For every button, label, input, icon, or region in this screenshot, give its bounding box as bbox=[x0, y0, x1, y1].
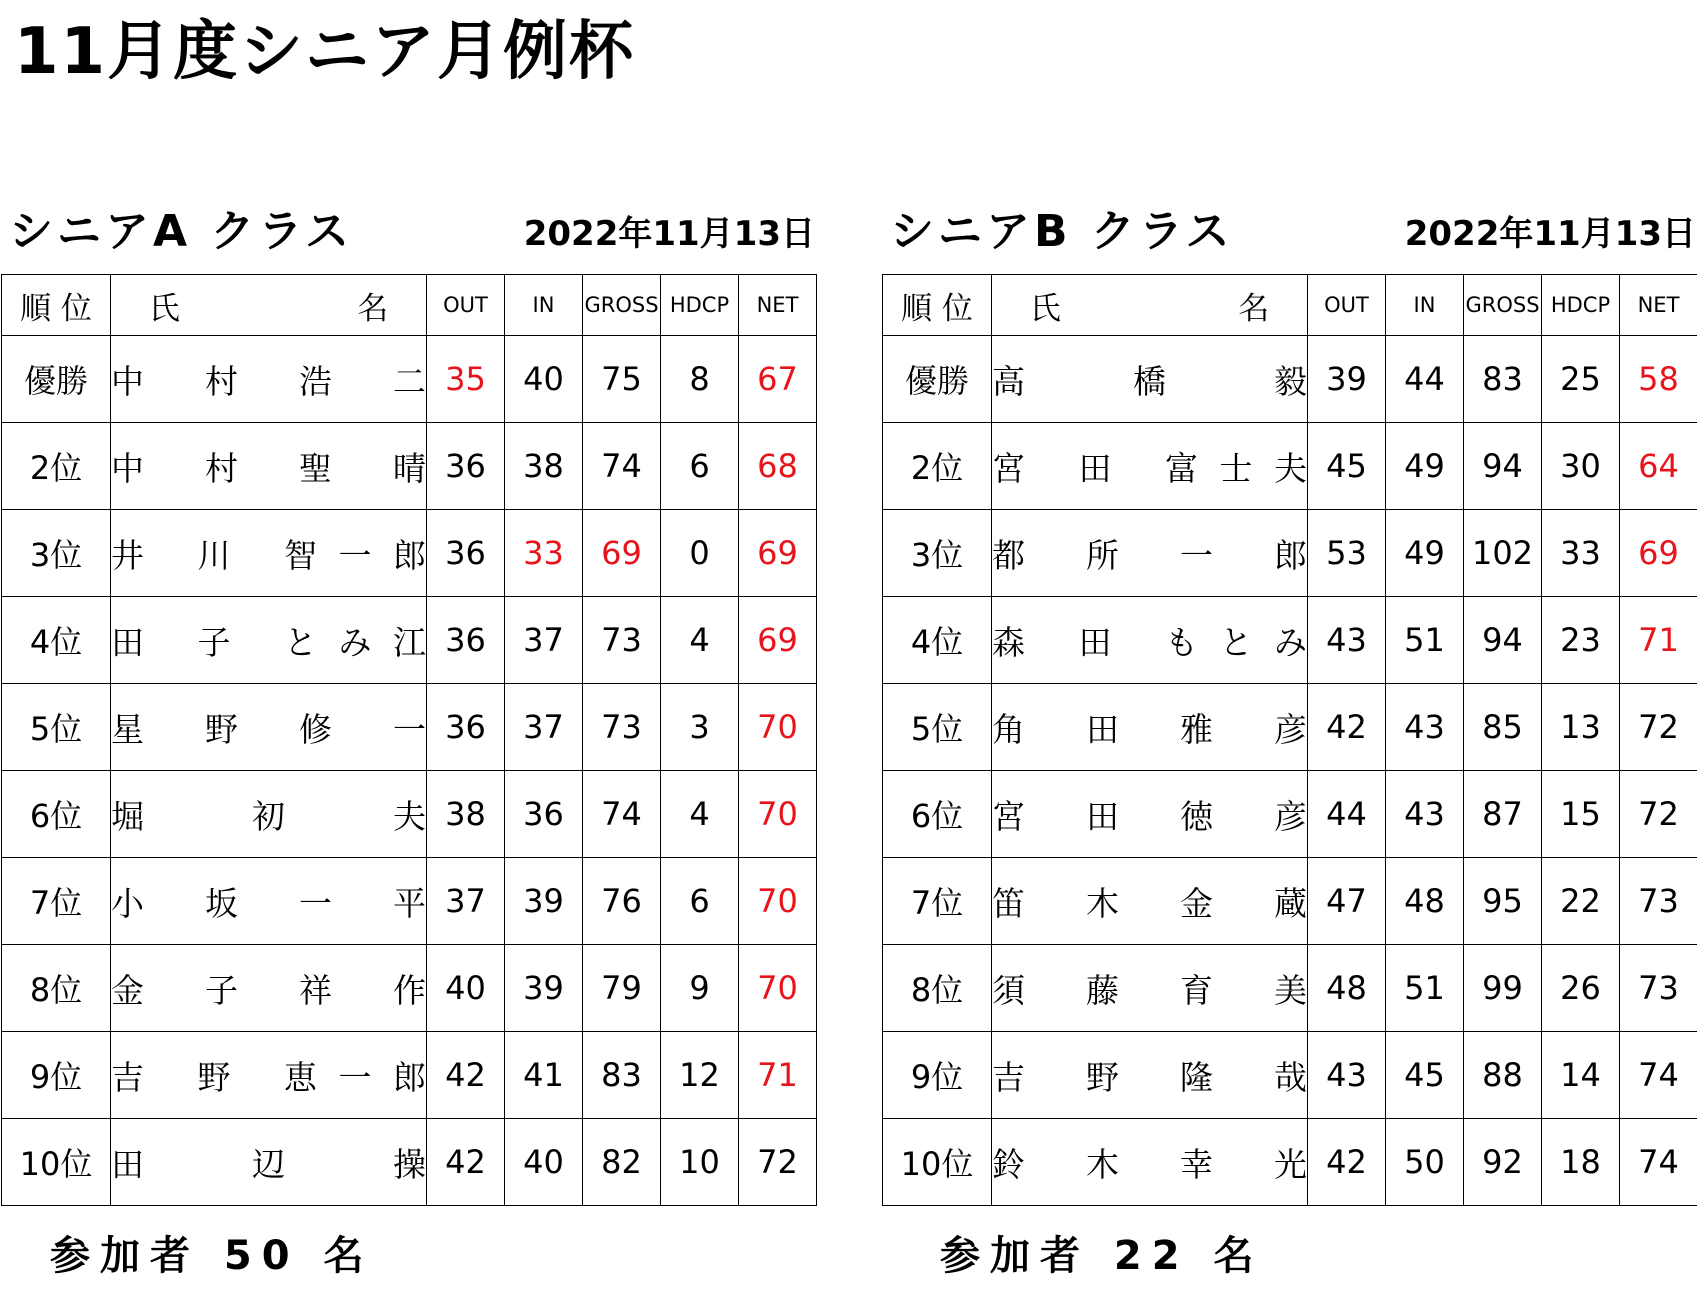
player-name: 金 子 祥 作 bbox=[111, 970, 426, 1010]
hdcp-cell: 8 bbox=[661, 336, 739, 423]
table-row bbox=[883, 771, 1697, 858]
header-name bbox=[111, 275, 427, 336]
hdcp-cell: 0 bbox=[661, 510, 739, 597]
in-cell: 51 bbox=[1386, 597, 1464, 684]
hdcp-cell: 15 bbox=[1542, 771, 1620, 858]
net-cell: 74 bbox=[1620, 1032, 1697, 1119]
out-cell: 38 bbox=[427, 771, 505, 858]
net-cell: 72 bbox=[1620, 684, 1697, 771]
player-name-cell bbox=[992, 597, 1308, 684]
out-cell: 44 bbox=[1308, 771, 1386, 858]
player-name: 田 辺 操 bbox=[111, 1144, 426, 1184]
out-cell: 35 bbox=[427, 336, 505, 423]
table-row bbox=[2, 1119, 817, 1206]
in-cell: 40 bbox=[505, 336, 583, 423]
hdcp-cell: 12 bbox=[661, 1032, 739, 1119]
table-body bbox=[2, 336, 817, 1206]
player-name-cell bbox=[992, 858, 1308, 945]
net-cell: 69 bbox=[739, 510, 817, 597]
rank-cell: 6位 bbox=[2, 771, 111, 858]
in-cell: 43 bbox=[1386, 684, 1464, 771]
hdcp-cell: 4 bbox=[661, 771, 739, 858]
rank-cell: 3位 bbox=[2, 510, 111, 597]
table-header bbox=[2, 275, 817, 336]
table-row bbox=[883, 336, 1697, 423]
table-row bbox=[883, 597, 1697, 684]
player-name: 中 村 浩 二 bbox=[111, 361, 426, 401]
table-row bbox=[883, 684, 1697, 771]
in-cell: 38 bbox=[505, 423, 583, 510]
gross-cell: 75 bbox=[583, 336, 661, 423]
player-name-cell bbox=[992, 771, 1308, 858]
header-gross: GROSS bbox=[1464, 275, 1542, 336]
hdcp-cell: 33 bbox=[1542, 510, 1620, 597]
header-name bbox=[992, 275, 1308, 336]
player-name-cell bbox=[992, 1119, 1308, 1206]
class-a-participants: 参加者 50 名 bbox=[50, 1233, 374, 1279]
net-cell: 70 bbox=[739, 945, 817, 1032]
table-row bbox=[2, 510, 817, 597]
header-in: IN bbox=[505, 275, 583, 336]
hdcp-cell: 3 bbox=[661, 684, 739, 771]
player-name-cell bbox=[992, 945, 1308, 1032]
in-cell: 37 bbox=[505, 597, 583, 684]
header-hdcp: HDCP bbox=[1542, 275, 1620, 336]
header-out: OUT bbox=[1308, 275, 1386, 336]
hdcp-cell: 25 bbox=[1542, 336, 1620, 423]
player-name-cell bbox=[992, 423, 1308, 510]
in-cell: 45 bbox=[1386, 1032, 1464, 1119]
gross-cell: 88 bbox=[1464, 1032, 1542, 1119]
table-row bbox=[2, 423, 817, 510]
player-name-cell bbox=[992, 684, 1308, 771]
header-out: OUT bbox=[427, 275, 505, 336]
header-hdcp: HDCP bbox=[661, 275, 739, 336]
gross-cell: 95 bbox=[1464, 858, 1542, 945]
class-b-title: シニアB クラス bbox=[890, 206, 1234, 257]
net-cell: 71 bbox=[1620, 597, 1697, 684]
out-cell: 42 bbox=[427, 1119, 505, 1206]
hdcp-cell: 13 bbox=[1542, 684, 1620, 771]
net-cell: 69 bbox=[1620, 510, 1697, 597]
player-name-cell bbox=[111, 1032, 427, 1119]
in-cell: 50 bbox=[1386, 1119, 1464, 1206]
header-in: IN bbox=[1386, 275, 1464, 336]
table-header bbox=[883, 275, 1697, 336]
in-cell: 49 bbox=[1386, 510, 1464, 597]
rank-cell: 6位 bbox=[883, 771, 992, 858]
table-body bbox=[883, 336, 1697, 1206]
hdcp-cell: 30 bbox=[1542, 423, 1620, 510]
gross-cell: 94 bbox=[1464, 423, 1542, 510]
player-name: 高 橋 毅 bbox=[992, 361, 1307, 401]
class-a-results-table bbox=[1, 274, 817, 1206]
net-cell: 70 bbox=[739, 684, 817, 771]
rank-cell: 9位 bbox=[2, 1032, 111, 1119]
rank-cell: 10位 bbox=[883, 1119, 992, 1206]
class-a-date: 2022年11月13日 bbox=[523, 214, 815, 254]
rank-cell: 5位 bbox=[883, 684, 992, 771]
player-name: 角 田 雅 彦 bbox=[992, 709, 1307, 749]
gross-cell: 87 bbox=[1464, 771, 1542, 858]
header-name-left: 氏 bbox=[148, 290, 264, 327]
player-name-cell bbox=[992, 336, 1308, 423]
player-name: 都 所 一 郎 bbox=[992, 535, 1307, 575]
out-cell: 39 bbox=[1308, 336, 1386, 423]
net-cell: 71 bbox=[739, 1032, 817, 1119]
table-row bbox=[883, 423, 1697, 510]
in-cell: 36 bbox=[505, 771, 583, 858]
gross-cell: 79 bbox=[583, 945, 661, 1032]
in-cell: 43 bbox=[1386, 771, 1464, 858]
header-gross: GROSS bbox=[583, 275, 661, 336]
hdcp-cell: 18 bbox=[1542, 1119, 1620, 1206]
out-cell: 45 bbox=[1308, 423, 1386, 510]
rank-cell: 2位 bbox=[883, 423, 992, 510]
net-cell: 67 bbox=[739, 336, 817, 423]
table-row bbox=[883, 858, 1697, 945]
player-name-cell bbox=[111, 1119, 427, 1206]
in-cell: 51 bbox=[1386, 945, 1464, 1032]
hdcp-cell: 26 bbox=[1542, 945, 1620, 1032]
net-cell: 73 bbox=[1620, 945, 1697, 1032]
page-title: 11月度シニア月例杯 bbox=[14, 15, 636, 89]
gross-cell: 74 bbox=[583, 771, 661, 858]
rank-cell: 5位 bbox=[2, 684, 111, 771]
rank-cell: 優勝 bbox=[883, 336, 992, 423]
player-name-cell bbox=[111, 510, 427, 597]
class-b-participants: 参加者 22 名 bbox=[940, 1233, 1264, 1279]
in-cell: 39 bbox=[505, 858, 583, 945]
rank-cell: 7位 bbox=[2, 858, 111, 945]
out-cell: 36 bbox=[427, 684, 505, 771]
gross-cell: 74 bbox=[583, 423, 661, 510]
table-row bbox=[2, 858, 817, 945]
gross-cell: 83 bbox=[1464, 336, 1542, 423]
out-cell: 36 bbox=[427, 510, 505, 597]
net-cell: 73 bbox=[1620, 858, 1697, 945]
table-row bbox=[883, 1119, 1697, 1206]
gross-cell: 69 bbox=[583, 510, 661, 597]
player-name-cell bbox=[992, 510, 1308, 597]
out-cell: 37 bbox=[427, 858, 505, 945]
hdcp-cell: 4 bbox=[661, 597, 739, 684]
header-name-right: 名 bbox=[1238, 290, 1270, 327]
net-cell: 72 bbox=[1620, 771, 1697, 858]
player-name-cell bbox=[111, 771, 427, 858]
net-cell: 72 bbox=[739, 1119, 817, 1206]
table-row bbox=[883, 945, 1697, 1032]
out-cell: 47 bbox=[1308, 858, 1386, 945]
in-cell: 41 bbox=[505, 1032, 583, 1119]
net-cell: 74 bbox=[1620, 1119, 1697, 1206]
class-b-results-table bbox=[882, 274, 1697, 1206]
net-cell: 58 bbox=[1620, 336, 1697, 423]
table-row bbox=[883, 510, 1697, 597]
table-row bbox=[2, 597, 817, 684]
in-cell: 44 bbox=[1386, 336, 1464, 423]
player-name: 田 子 とみ江 bbox=[111, 622, 426, 662]
gross-cell: 76 bbox=[583, 858, 661, 945]
out-cell: 43 bbox=[1308, 597, 1386, 684]
net-cell: 64 bbox=[1620, 423, 1697, 510]
table-row bbox=[2, 771, 817, 858]
rank-cell: 4位 bbox=[2, 597, 111, 684]
rank-cell: 8位 bbox=[883, 945, 992, 1032]
hdcp-cell: 9 bbox=[661, 945, 739, 1032]
player-name: 小 坂 一 平 bbox=[111, 883, 426, 923]
player-name: 吉 野 隆 哉 bbox=[992, 1057, 1307, 1097]
player-name: 堀 初 夫 bbox=[111, 796, 426, 836]
gross-cell: 73 bbox=[583, 684, 661, 771]
player-name: 中 村 聖 晴 bbox=[111, 448, 426, 488]
in-cell: 48 bbox=[1386, 858, 1464, 945]
player-name-cell bbox=[111, 597, 427, 684]
hdcp-cell: 22 bbox=[1542, 858, 1620, 945]
in-cell: 39 bbox=[505, 945, 583, 1032]
net-cell: 69 bbox=[739, 597, 817, 684]
hdcp-cell: 6 bbox=[661, 423, 739, 510]
table-row bbox=[2, 945, 817, 1032]
in-cell: 40 bbox=[505, 1119, 583, 1206]
gross-cell: 82 bbox=[583, 1119, 661, 1206]
out-cell: 36 bbox=[427, 423, 505, 510]
gross-cell: 73 bbox=[583, 597, 661, 684]
rank-cell: 9位 bbox=[883, 1032, 992, 1119]
out-cell: 42 bbox=[1308, 1119, 1386, 1206]
gross-cell: 92 bbox=[1464, 1119, 1542, 1206]
gross-cell: 83 bbox=[583, 1032, 661, 1119]
gross-cell: 99 bbox=[1464, 945, 1542, 1032]
header-rank: 順 位 bbox=[2, 275, 111, 336]
out-cell: 42 bbox=[427, 1032, 505, 1119]
table-row bbox=[2, 1032, 817, 1119]
hdcp-cell: 6 bbox=[661, 858, 739, 945]
net-cell: 68 bbox=[739, 423, 817, 510]
player-name-cell bbox=[111, 423, 427, 510]
header-name-left: 氏 bbox=[1029, 290, 1145, 327]
hdcp-cell: 14 bbox=[1542, 1032, 1620, 1119]
player-name-cell bbox=[111, 684, 427, 771]
table-row bbox=[883, 1032, 1697, 1119]
out-cell: 48 bbox=[1308, 945, 1386, 1032]
player-name: 星 野 修 一 bbox=[111, 709, 426, 749]
rank-cell: 2位 bbox=[2, 423, 111, 510]
hdcp-cell: 23 bbox=[1542, 597, 1620, 684]
player-name-cell bbox=[111, 945, 427, 1032]
player-name: 笛 木 金 蔵 bbox=[992, 883, 1307, 923]
rank-cell: 優勝 bbox=[2, 336, 111, 423]
header-name-right: 名 bbox=[357, 290, 389, 327]
table-row bbox=[2, 336, 817, 423]
net-cell: 70 bbox=[739, 858, 817, 945]
in-cell: 49 bbox=[1386, 423, 1464, 510]
out-cell: 36 bbox=[427, 597, 505, 684]
table-row bbox=[2, 684, 817, 771]
rank-cell: 8位 bbox=[2, 945, 111, 1032]
gross-cell: 102 bbox=[1464, 510, 1542, 597]
class-a-title: シニアA クラス bbox=[9, 206, 354, 257]
rank-cell: 3位 bbox=[883, 510, 992, 597]
player-name-cell bbox=[111, 858, 427, 945]
out-cell: 40 bbox=[427, 945, 505, 1032]
player-name-cell bbox=[992, 1032, 1308, 1119]
in-cell: 37 bbox=[505, 684, 583, 771]
rank-cell: 7位 bbox=[883, 858, 992, 945]
player-name: 井 川 智一郎 bbox=[111, 535, 426, 575]
player-name: 鈴 木 幸 光 bbox=[992, 1144, 1307, 1184]
player-name: 宮 田 徳 彦 bbox=[992, 796, 1307, 836]
rank-cell: 4位 bbox=[883, 597, 992, 684]
hdcp-cell: 10 bbox=[661, 1119, 739, 1206]
player-name: 森 田 もとみ bbox=[992, 622, 1307, 662]
class-b-date: 2022年11月13日 bbox=[1404, 214, 1696, 254]
player-name: 須 藤 育 美 bbox=[992, 970, 1307, 1010]
rank-cell: 10位 bbox=[2, 1119, 111, 1206]
player-name: 吉 野 恵一郎 bbox=[111, 1057, 426, 1097]
net-cell: 70 bbox=[739, 771, 817, 858]
player-name-cell bbox=[111, 336, 427, 423]
header-rank: 順 位 bbox=[883, 275, 992, 336]
header-net: NET bbox=[1620, 275, 1697, 336]
gross-cell: 94 bbox=[1464, 597, 1542, 684]
gross-cell: 85 bbox=[1464, 684, 1542, 771]
out-cell: 42 bbox=[1308, 684, 1386, 771]
in-cell: 33 bbox=[505, 510, 583, 597]
out-cell: 43 bbox=[1308, 1032, 1386, 1119]
player-name: 宮 田 富士夫 bbox=[992, 448, 1307, 488]
header-net: NET bbox=[739, 275, 817, 336]
out-cell: 53 bbox=[1308, 510, 1386, 597]
